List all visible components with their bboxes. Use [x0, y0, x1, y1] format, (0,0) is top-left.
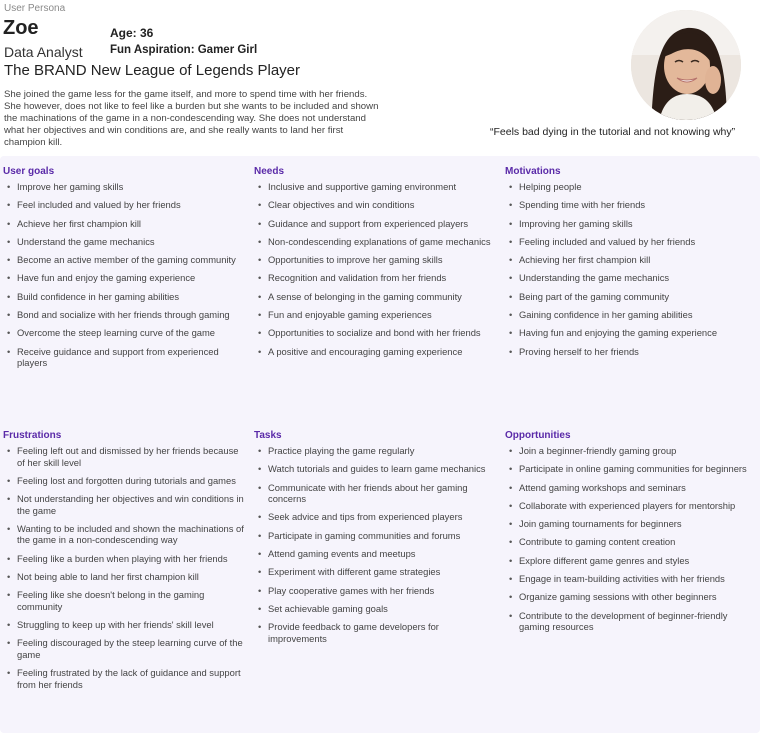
list-item: • Organize gaming sessions with other beginners	[505, 591, 749, 603]
list-item: • Having fun and enjoying the gaming experience	[505, 327, 749, 339]
list-item: • Contribute to the development of beginner-friendly gaming resources	[505, 610, 749, 633]
list-item: • Play cooperative games with her friends	[254, 585, 498, 597]
list-item: • Struggling to keep up with her friends' skill level	[3, 619, 247, 631]
list-item: • Participate in gaming communities and forums	[254, 530, 498, 542]
section-title: Motivations	[505, 166, 561, 177]
list-item: • Provide feedback to game developers for improvements	[254, 621, 498, 644]
list-item: • Build confidence in her gaming abilities	[3, 291, 247, 303]
list-item: • Join gaming tournaments for beginners	[505, 518, 749, 530]
section-title: Frustrations	[3, 430, 62, 441]
section-motivations	[505, 166, 749, 364]
frustrations-list	[3, 445, 247, 690]
tasks-list	[254, 445, 498, 644]
persona-headline: The BRAND New League of Legends Player	[4, 62, 301, 79]
list-item: • Proving herself to her friends	[505, 346, 749, 358]
list-item: • Feeling lost and forgotten during tutorials and games	[3, 475, 247, 487]
section-tasks	[254, 430, 498, 651]
list-item: • Inclusive and supportive gaming environment	[254, 181, 498, 193]
persona-name: Zoe	[3, 17, 39, 39]
list-item: • Engage in team-building activities with her friends	[505, 573, 749, 585]
list-item: • Feeling included and valued by her friends	[505, 236, 749, 248]
list-item: • Contribute to gaming content creation	[505, 536, 749, 548]
list-item: • Feeling discouraged by the steep learning curve of the game	[3, 637, 247, 660]
list-item: • Overcome the steep learning curve of the game	[3, 327, 247, 339]
list-item: • Achieving her first champion kill	[505, 254, 749, 266]
list-item: • Collaborate with experienced players for mentorship	[505, 500, 749, 512]
list-item: • Improve her gaming skills	[3, 181, 247, 193]
list-item: • Opportunities to socialize and bond with her friends	[254, 327, 498, 339]
list-item: • Bond and socialize with her friends through gaming	[3, 309, 247, 321]
list-item: • Become an active member of the gaming community	[3, 254, 247, 266]
list-item: • Feeling frustrated by the lack of guidance and support from her friends	[3, 667, 247, 690]
list-item: • Feeling like she doesn't belong in the gaming community	[3, 589, 247, 612]
list-item: • Receive guidance and support from experienced players	[3, 346, 247, 369]
section-title: User goals	[3, 166, 55, 177]
persona-aspiration: Fun Aspiration: Gamer Girl	[110, 44, 258, 56]
list-item: • Not understanding her objectives and win conditions in the game	[3, 493, 247, 516]
list-item: • Understanding the game mechanics	[505, 272, 749, 284]
list-item: • Improving her gaming skills	[505, 218, 749, 230]
list-item: • Attend gaming workshops and seminars	[505, 482, 749, 494]
list-item: • A sense of belonging in the gaming community	[254, 291, 498, 303]
list-item: • Feeling left out and dismissed by her friends because of her skill level	[3, 445, 247, 468]
list-item: • Non-condescending explanations of game mechanics	[254, 236, 498, 248]
list-item: • Communicate with her friends about her gaming concerns	[254, 482, 498, 505]
section-title: Tasks	[254, 430, 282, 441]
list-item: • Participate in online gaming communities for beginners	[505, 463, 749, 475]
list-item: • Achieve her first champion kill	[3, 218, 247, 230]
list-item: • Fun and enjoyable gaming experiences	[254, 309, 498, 321]
section-title: Opportunities	[505, 430, 571, 441]
persona-age: Age: 36	[110, 26, 154, 40]
list-item: • Spending time with her friends	[505, 199, 749, 211]
list-item: • Not being able to land her first champion kill	[3, 571, 247, 583]
motivations-list	[505, 181, 749, 357]
section-opportunities	[505, 430, 749, 639]
list-item: • Seek advice and tips from experienced players	[254, 511, 498, 523]
list-item: • Recognition and validation from her friends	[254, 272, 498, 284]
list-item: • Experiment with different game strategies	[254, 566, 498, 578]
list-item: • Attend gaming events and meetups	[254, 548, 498, 560]
list-item: • Explore different game genres and styles	[505, 555, 749, 567]
list-item: • Helping people	[505, 181, 749, 193]
needs-list	[254, 181, 498, 357]
list-item: • Join a beginner-friendly gaming group	[505, 445, 749, 457]
list-item: • Gaining confidence in her gaming abilities	[505, 309, 749, 321]
user-goals-list	[3, 181, 247, 369]
list-item: • Set achievable gaming goals	[254, 603, 498, 615]
section-user-goals	[3, 166, 247, 375]
list-item: • Understand the game mechanics	[3, 236, 247, 248]
list-item: • Guidance and support from experienced players	[254, 218, 498, 230]
section-needs	[254, 166, 498, 364]
persona-photo	[631, 10, 741, 120]
avatar	[631, 10, 741, 120]
persona-quote: “Feels bad dying in the tutorial and not knowing why”	[490, 126, 736, 138]
persona-label: User Persona	[4, 3, 66, 14]
list-item: • Watch tutorials and guides to learn game mechanics	[254, 463, 498, 475]
list-item: • Feel included and valued by her friends	[3, 199, 247, 211]
section-title: Needs	[254, 166, 285, 177]
list-item: • Opportunities to improve her gaming skills	[254, 254, 498, 266]
list-item: • A positive and encouraging gaming experience	[254, 346, 498, 358]
persona-bio: She joined the game less for the game itself, and more to spend time with her friends. She however, does not like to feel like a burden but she wants to be included and shown the machinations of the game in a non-condescending way. She does not understand what her objectives and win conditions are, and she really wants to land her first champion kill.	[4, 89, 379, 148]
list-item: • Being part of the gaming community	[505, 291, 749, 303]
list-item: • Have fun and enjoy the gaming experience	[3, 272, 247, 284]
section-frustrations	[3, 430, 247, 697]
list-item: • Wanting to be included and shown the machinations of the game in a non-condescending way	[3, 523, 247, 546]
list-item: • Practice playing the game regularly	[254, 445, 498, 457]
list-item: • Clear objectives and win conditions	[254, 199, 498, 211]
persona-role: Data Analyst	[4, 44, 83, 60]
list-item: • Feeling like a burden when playing with her friends	[3, 553, 247, 565]
opportunities-list	[505, 445, 749, 633]
